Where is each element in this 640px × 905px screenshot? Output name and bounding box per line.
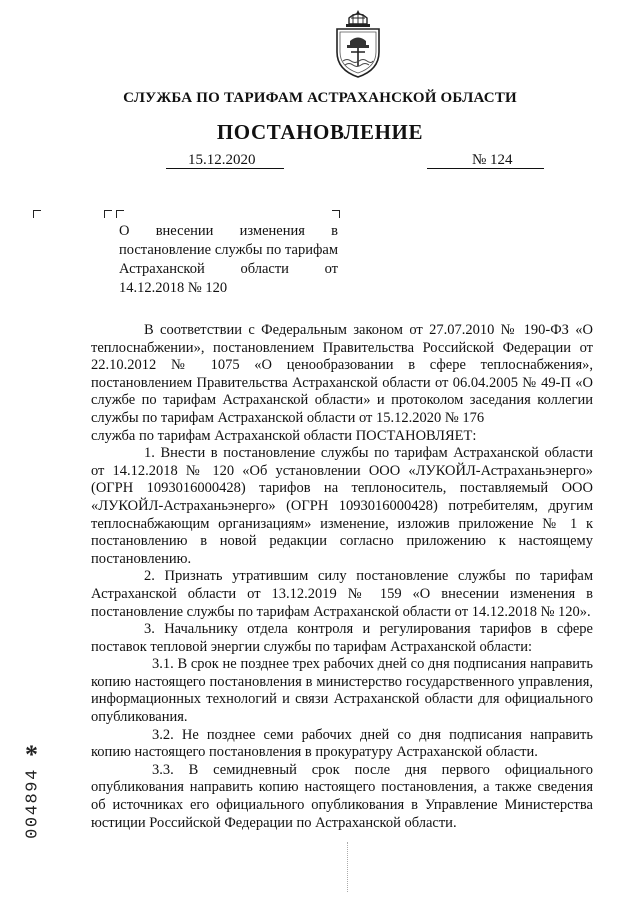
clause-1: 1. Внести в постановление службы по тарифам Астраханской области от 14.12.2018 № 120 «Об установлении ООО «ЛУКОЙЛ-Астраханьэнерго» (ОГРН 1093016000428) тарифов на теплоноситель, поставляемый ООО «ЛУКОЙЛ-Астраханьэнерго» (ОГРН 1093016000428) потребителям, другим теплоснабжающим организациям» изменение, изложив приложение № 1 к постановлению в новой редакции согласно приложению к настоящему постановлению.	[91, 445, 593, 567]
organization-name: СЛУЖБА ПО ТАРИФАМ АСТРАХАНСКОЙ ОБЛАСТИ	[123, 90, 517, 106]
side-serial-stamp	[19, 740, 49, 858]
clause-3: 3. Начальнику отдела контроля и регулирования тарифов в сфере поставок тепловой энергии службы по тарифам Астраханской области:	[91, 621, 593, 655]
serial-number: 004894	[23, 768, 43, 839]
subject-bracket-top-right	[332, 210, 340, 218]
document-number: № 124	[472, 152, 513, 168]
number-underline	[427, 168, 544, 169]
coat-of-arms-icon	[329, 8, 387, 80]
document-body	[91, 322, 593, 832]
document-type: ПОСТАНОВЛЕНИЕ	[216, 120, 424, 144]
preamble-paragraph: В соответствии с Федеральным законом от 27.07.2010 № 190-ФЗ «О теплоснабжении», постановлением Правительства Российской Федерации от 22.10.2012 № 1075 «О ценообразовании в сфере теплоснабжения», постановлением Правительства Астраханской области от 06.04.2005 № 49-П «О службе по тарифам Астраханской области» и протоколом заседания коллегии службы по тарифам Астраханской области от 15.12.2020 № 176	[91, 322, 593, 426]
document-date: 15.12.2020	[188, 152, 256, 168]
left-margin-bracket	[33, 210, 41, 218]
date-underline	[166, 168, 284, 169]
clause-3-2: 3.2. Не позднее семи рабочих дней со дня подписания направить копию настоящего постановления в прокуратуру Астраханской области.	[91, 726, 593, 761]
resolution-line: служба по тарифам Астраханской области ПОСТАНОВЛЯЕТ:	[91, 427, 477, 444]
clause-2: 2. Признать утратившим силу постановление службы по тарифам Астраханской области от 13.12.2019 № 159 «О внесении изменения в постановление службы по тарифам Астраханской области от 14.12.2018 № 120».	[91, 568, 593, 620]
clause-3-1: 3.1. В срок не позднее трех рабочих дней со дня подписания направить копию настоящего постановления в министерство государственного управления, информационных технологий и связи Астраханской области для официального опубликования.	[91, 656, 593, 726]
scan-artifact-line	[347, 842, 348, 892]
subject-bracket-inner	[116, 210, 124, 218]
asterisk-mark: *	[25, 740, 38, 769]
subject-bracket-top-left	[104, 210, 112, 218]
document-subject: О внесении изменения в постановление службы по тарифам Астраханской области от 14.12.2018 № 120	[119, 223, 338, 296]
clause-3-3: 3.3. В семидневный срок после дня первого официального опубликования направить копию настоящего постановления, а также сведения об источниках его официального опубликования в Управление Министерства юстиции Российской Федерации по Астраханской области.	[91, 761, 593, 831]
